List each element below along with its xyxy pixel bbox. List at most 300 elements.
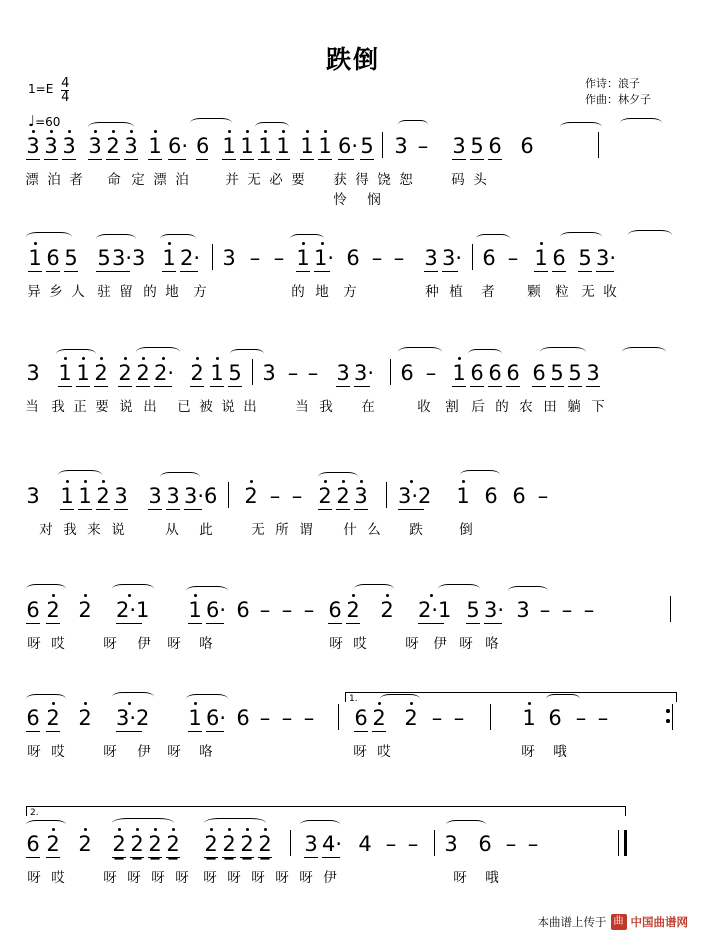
lyric: 植 (449, 284, 463, 300)
lyric: 躺 (567, 399, 581, 415)
note: 3 (452, 134, 466, 158)
lyric: 无 (581, 284, 595, 300)
lyric: 码 (451, 172, 465, 188)
lyric: 并 (225, 172, 239, 188)
repeat-ending-2-label: 2. (30, 808, 39, 818)
lyric: 哦 (553, 744, 567, 760)
note: 2 (336, 484, 350, 508)
slur (26, 232, 72, 242)
note: 1 (222, 134, 236, 158)
note: 1 (188, 598, 202, 622)
note: – (393, 246, 405, 270)
barline (670, 596, 671, 622)
barline (252, 359, 253, 385)
lyric: 此 (199, 522, 213, 538)
lyric: 哎 (51, 870, 65, 886)
note: 1 (534, 246, 548, 270)
note: 1 (300, 134, 314, 158)
lyric: 说 (111, 522, 125, 538)
note: 6 (236, 598, 250, 622)
slur (398, 347, 442, 357)
note: – (597, 706, 609, 730)
lyric-row-1-verse2 (0, 188, 706, 208)
lyric: 伊 (433, 636, 447, 652)
lyric: 获 (333, 172, 347, 188)
barline (228, 482, 229, 508)
slur (186, 586, 228, 596)
lyric: 哎 (377, 744, 391, 760)
slur (160, 472, 200, 482)
slur (230, 349, 264, 359)
lyric: 的 (143, 284, 157, 300)
slur (204, 818, 266, 828)
note: 2 (222, 832, 236, 856)
note: – (303, 598, 315, 622)
slur (398, 120, 428, 130)
note: 1 (162, 246, 176, 270)
lyric: 漂 (153, 172, 167, 188)
lyric: 无 (247, 172, 261, 188)
slur (446, 820, 486, 830)
slur (26, 694, 66, 704)
time-signature-denominator: 4 (61, 90, 70, 105)
note: 1 (148, 134, 162, 158)
lyric: 呀 (167, 636, 181, 652)
note: 3 (444, 832, 458, 856)
note: 1 (258, 134, 272, 158)
note: 3 (148, 484, 162, 508)
note: 5 (97, 246, 111, 270)
note: 3 (44, 134, 58, 158)
note: 2 (136, 361, 150, 385)
lyric: 来 (87, 522, 101, 538)
lyric-row-1 (0, 168, 706, 188)
note: 1 (240, 134, 254, 158)
note: 3 (394, 134, 408, 158)
note: 1 (210, 361, 224, 385)
note: 2 (190, 361, 204, 385)
barline (212, 244, 213, 270)
note: – (281, 706, 293, 730)
note: 6 (328, 598, 342, 622)
note: 6 (532, 361, 546, 385)
note-row-7 (0, 812, 706, 866)
barline (386, 482, 387, 508)
note: 3 (516, 598, 530, 622)
note: 6 (26, 706, 40, 730)
lyric: 地 (315, 284, 329, 300)
lyric: 泊 (47, 172, 61, 188)
note-row-1 (0, 128, 706, 168)
note: 1 (522, 706, 536, 730)
lyric: 乡 (49, 284, 63, 300)
note: 5 (64, 246, 78, 270)
note: 3 (26, 134, 40, 158)
final-barline (624, 830, 627, 856)
note: 1 (452, 361, 466, 385)
note: 5 (470, 134, 484, 158)
note: 2 (346, 598, 360, 622)
note: 5 (568, 361, 582, 385)
note: – (575, 706, 587, 730)
note: 3· (596, 246, 617, 270)
lyric: 呀 (103, 744, 117, 760)
note: 3 (166, 484, 180, 508)
note-row-2 (0, 240, 706, 280)
lyric: 头 (473, 172, 487, 188)
lyric: 者 (481, 284, 495, 300)
note: 2 (130, 832, 144, 856)
slur (112, 584, 154, 594)
lyric: 在 (361, 399, 375, 415)
system-7 (0, 808, 706, 886)
note: 2·1 (116, 598, 150, 622)
note-row-5 (0, 592, 706, 632)
system-3 (0, 355, 706, 415)
note: 6 (488, 361, 502, 385)
footer-text: 本曲谱上传于 (537, 915, 607, 929)
lyric: 必 (269, 172, 283, 188)
slur (380, 694, 420, 704)
system-4 (0, 478, 706, 538)
note: 1· (314, 246, 335, 270)
lyric-row-5 (0, 632, 706, 652)
note: – (537, 484, 549, 508)
lyric: 咯 (199, 636, 213, 652)
note: – (539, 598, 551, 622)
credit-composer: 作曲：林夕子 (585, 93, 651, 106)
lyric: 呀 (103, 636, 117, 652)
lyric: 农 (519, 399, 533, 415)
barline (290, 830, 291, 856)
lyric: 呀 (453, 870, 467, 886)
barline (382, 132, 383, 158)
lyric: 泊 (175, 172, 189, 188)
note: 6 (236, 706, 250, 730)
note: – (453, 706, 465, 730)
note: – (303, 706, 315, 730)
note: 6· (206, 706, 227, 730)
lyric: 得 (355, 172, 369, 188)
note: 2 (244, 484, 258, 508)
lyric: 要 (291, 172, 305, 188)
lyric: 伊 (137, 636, 151, 652)
lyric-row-7 (0, 866, 706, 886)
note: 2 (372, 706, 386, 730)
slur (354, 584, 394, 594)
note: 2 (78, 598, 92, 622)
note: 2 (46, 832, 60, 856)
note: 3· (484, 598, 505, 622)
note: 6 (354, 706, 368, 730)
quarter-note-icon: ♩ (28, 112, 36, 130)
note: – (291, 484, 303, 508)
lyric: 咯 (485, 636, 499, 652)
lyric: 人 (71, 284, 85, 300)
note: 6· (338, 134, 359, 158)
note: 6 (512, 484, 526, 508)
lyric: 无 (251, 522, 265, 538)
time-signature-numerator: 4 (61, 76, 70, 91)
page-title: 跌倒 (325, 45, 380, 74)
note: 3 (222, 246, 236, 270)
lyric: 呀 (151, 870, 165, 886)
lyric: 种 (425, 284, 439, 300)
note: 6 (196, 134, 210, 158)
lyric: 悯 (367, 192, 381, 208)
lyric: 者 (69, 172, 83, 188)
lyric: 恕 (399, 172, 413, 188)
lyric: 呀 (167, 744, 181, 760)
barline (434, 830, 435, 856)
lyric-row-6 (0, 740, 706, 760)
note: 6 (520, 134, 534, 158)
lyric: 出 (143, 399, 157, 415)
note: 3· (354, 361, 375, 385)
site-name[interactable]: 中国曲谱网 (630, 915, 688, 929)
note: 5 (360, 134, 374, 158)
lyric: 的 (495, 399, 509, 415)
lyric: 呀 (251, 870, 265, 886)
note: 3 (62, 134, 76, 158)
lyric: 我 (63, 522, 77, 538)
note: 1 (60, 484, 74, 508)
lyric: 正 (73, 399, 87, 415)
note: 2 (166, 832, 180, 856)
note: 1 (58, 361, 72, 385)
note: 3· (442, 246, 463, 270)
lyric: 呀 (459, 636, 473, 652)
lyric: 呀 (227, 870, 241, 886)
note: 6 (400, 361, 414, 385)
lyric: 怜 (333, 192, 347, 208)
lyric: 的 (291, 284, 305, 300)
note: 2 (106, 134, 120, 158)
slur (540, 347, 586, 357)
lyric: 呀 (175, 870, 189, 886)
lyric-row-4 (0, 518, 706, 538)
note: 6 (26, 832, 40, 856)
slur (112, 692, 154, 702)
note: 6 (552, 246, 566, 270)
credit-lyricist: 作诗：浪子 (585, 77, 640, 90)
note: – (507, 246, 519, 270)
note: 1 (28, 246, 42, 270)
lyric: 饶 (377, 172, 391, 188)
slur (26, 820, 66, 830)
barline (472, 244, 473, 270)
lyric: 地 (165, 284, 179, 300)
lyric: 收 (603, 284, 617, 300)
lyric: 我 (319, 399, 333, 415)
lyric: 哎 (353, 636, 367, 652)
lyric: 我 (51, 399, 65, 415)
slur (112, 818, 174, 828)
lyric: 说 (221, 399, 235, 415)
lyric: 呀 (329, 636, 343, 652)
note: – (287, 361, 299, 385)
note: – (385, 832, 397, 856)
lyric: 呀 (27, 636, 41, 652)
note: 6 (482, 246, 496, 270)
note: 2 (240, 832, 254, 856)
lyric: 呀 (275, 870, 289, 886)
note: 6 (478, 832, 492, 856)
note: 3 (26, 484, 40, 508)
slur (56, 349, 96, 359)
note-row-6 (0, 700, 706, 740)
note: 1 (456, 484, 470, 508)
slur (160, 234, 196, 244)
note: 6 (488, 134, 502, 158)
lyric: 当 (295, 399, 309, 415)
note: – (281, 598, 293, 622)
note: – (417, 134, 429, 158)
repeat-barline (672, 704, 673, 730)
note: 2 (78, 706, 92, 730)
system-1 (0, 128, 706, 208)
lyric: 驻 (97, 284, 111, 300)
slur (546, 694, 580, 704)
note: 3·2 (116, 706, 150, 730)
note: – (527, 832, 539, 856)
note: 6 (506, 361, 520, 385)
barline (390, 359, 391, 385)
note: 6 (548, 706, 562, 730)
note: 1 (78, 484, 92, 508)
note: 6 (470, 361, 484, 385)
note: – (431, 706, 443, 730)
lyric: 呀 (203, 870, 217, 886)
note: 6· (168, 134, 189, 158)
lyric: 说 (119, 399, 133, 415)
footer-watermark (538, 914, 689, 930)
note: 2 (318, 484, 332, 508)
lyric: 呀 (299, 870, 313, 886)
lyric: 方 (193, 284, 207, 300)
lyric: 从 (165, 522, 179, 538)
slur (300, 820, 340, 830)
lyric: 哎 (51, 636, 65, 652)
note: 6 (484, 484, 498, 508)
slur (508, 586, 548, 596)
note: 3 (354, 484, 368, 508)
system-2 (0, 240, 706, 300)
lyric: 田 (543, 399, 557, 415)
note: 6 (346, 246, 360, 270)
tempo-value: =60 (35, 115, 61, 129)
slur (190, 118, 232, 128)
note: 2 (46, 598, 60, 622)
slur (476, 234, 510, 244)
note: – (371, 246, 383, 270)
note: – (259, 598, 271, 622)
note: 1 (276, 134, 290, 158)
lyric: 呀 (27, 870, 41, 886)
note: 6 (26, 598, 40, 622)
lyric: 伊 (137, 744, 151, 760)
slur (620, 118, 662, 128)
lyric: 方 (343, 284, 357, 300)
lyric: 留 (119, 284, 133, 300)
note: 3 (88, 134, 102, 158)
note: 5 (228, 361, 242, 385)
lyric: 呀 (405, 636, 419, 652)
slur (290, 234, 324, 244)
barline (618, 830, 619, 856)
slur (58, 470, 102, 480)
lyric: 谓 (299, 522, 313, 538)
lyric: 出 (243, 399, 257, 415)
note: 1 (188, 706, 202, 730)
note: 2 (258, 832, 272, 856)
note: 2 (96, 484, 110, 508)
lyric-row-3 (0, 395, 706, 415)
barline (490, 704, 491, 730)
barline (338, 704, 339, 730)
lyric: 跌 (409, 522, 423, 538)
lyric: 呀 (103, 870, 117, 886)
lyric: 被 (199, 399, 213, 415)
note: – (269, 484, 281, 508)
lyric: 异 (27, 284, 41, 300)
note: 5 (550, 361, 564, 385)
note: 5 (466, 598, 480, 622)
lyric: 颗 (527, 284, 541, 300)
note: 2· (154, 361, 175, 385)
note: 1 (296, 246, 310, 270)
lyric: 当 (25, 399, 39, 415)
note: 3 (424, 246, 438, 270)
lyric: 呀 (521, 744, 535, 760)
slur (560, 122, 602, 132)
note: 6 (46, 246, 60, 270)
note: 2 (404, 706, 418, 730)
key-signature-block (28, 76, 70, 108)
lyric: 什 (343, 522, 357, 538)
lyric: 下 (591, 399, 605, 415)
site-logo-icon: 曲 (611, 914, 627, 930)
note: – (407, 832, 419, 856)
note: 3·6 (184, 484, 218, 508)
slur (622, 347, 666, 357)
note: 5 (578, 246, 592, 270)
note: 6· (206, 598, 227, 622)
slur (96, 234, 136, 244)
note: 4· (322, 832, 343, 856)
note: 1 (76, 361, 90, 385)
slur (468, 349, 502, 359)
lyric-row-2 (0, 280, 706, 300)
note: 3 (586, 361, 600, 385)
barline (598, 132, 599, 158)
note: 2· (180, 246, 201, 270)
lyric: 割 (445, 399, 459, 415)
lyric: 命 (107, 172, 121, 188)
lyric: 漂 (25, 172, 39, 188)
slur (460, 470, 500, 480)
lyric: 后 (471, 399, 485, 415)
note: 3 (304, 832, 318, 856)
note: 2 (148, 832, 162, 856)
note: 2 (204, 832, 218, 856)
lyric: 哎 (51, 744, 65, 760)
slur (560, 232, 602, 242)
note: 3 (114, 484, 128, 508)
note: – (273, 246, 285, 270)
lyric: 呀 (27, 744, 41, 760)
note: 1 (318, 134, 332, 158)
